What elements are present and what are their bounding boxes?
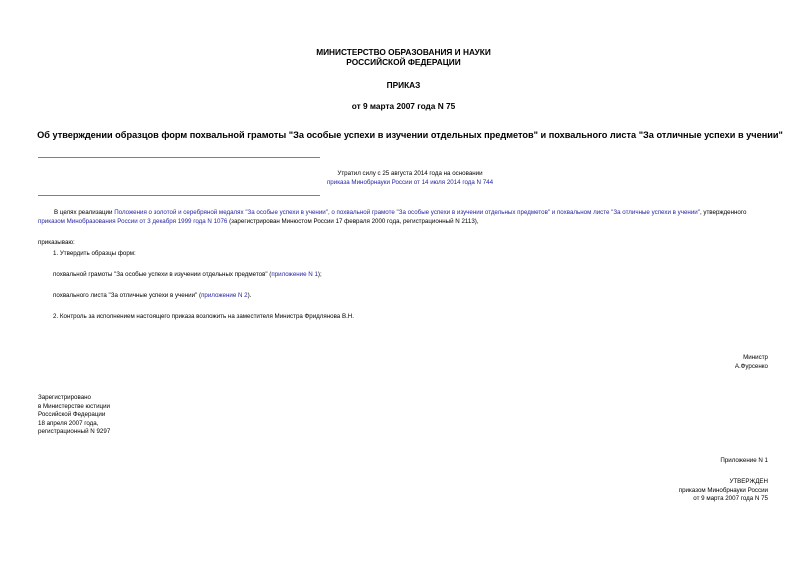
ministry-line-2: РОССИЙСКОЙ ФЕДЕРАЦИИ xyxy=(346,57,461,67)
medal-regulation-link[interactable]: Положения о золотой и серебряной медалях "За особые успехи в учении" xyxy=(114,209,328,216)
document-title: Об утверждении образцов форм похвальной грамоты "За особые успехи в изучении отдельных предметов" и похвального листа "За отличные успехи в учении" xyxy=(37,130,783,140)
signature-block xyxy=(600,354,768,371)
paragraph-item-2: 2. Контроль за исполнением настоящего приказа возложить на заместителя Министра Фридлянова В.Н. xyxy=(53,313,354,320)
signature-position: Министр xyxy=(743,354,768,361)
appendix-label: Приложение N 1 xyxy=(720,457,768,464)
registration-line-5: регистрационный N 9297 xyxy=(38,428,111,435)
approval-block xyxy=(560,478,768,504)
repeal-notice xyxy=(210,170,610,187)
repeal-notice-text: Утратил силу с 25 августа 2014 года на основании xyxy=(337,170,483,177)
gramota-text: похвальной грамоты "За особые успехи в изучении отдельных предметов" ( xyxy=(53,271,272,278)
document-type: ПРИКАЗ xyxy=(386,80,421,90)
paragraph-preamble xyxy=(38,209,773,226)
paragraph-gramota xyxy=(53,271,322,280)
appendix-2-link[interactable]: приложение N 2 xyxy=(201,292,248,299)
preamble-text-2[interactable]: , о похвальной грамоте "За особые успехи в изучении отдельных предметов" и похвальном листе "За отличные успехи в учении" xyxy=(327,209,700,216)
divider-bottom xyxy=(38,195,320,196)
paragraph-list xyxy=(53,292,251,301)
preamble-text-4: (зарегистрирован Минюстом России 17 февраля 2000 года, регистрационный N 2113), xyxy=(227,217,479,225)
registration-line-2: в Министерстве юстиции xyxy=(38,402,111,410)
ministry-line-1: МИНИСТЕРСТВО ОБРАЗОВАНИЯ И НАУКИ xyxy=(316,47,491,57)
document-date: от 9 марта 2007 года N 75 xyxy=(351,101,456,111)
divider-top xyxy=(38,157,320,158)
repeal-notice-link[interactable]: приказа Минобрнауки России от 14 июля 2014 года N 744 xyxy=(326,178,494,186)
paragraph-order: приказываю: xyxy=(38,239,75,246)
preamble-text-1: В целях реализации xyxy=(54,209,115,216)
appendix-1-link[interactable]: приложение N 1 xyxy=(271,271,318,278)
gramota-end: ); xyxy=(317,271,322,278)
approval-by: приказом Минобрнауки России xyxy=(678,486,768,494)
signature-name: А.Фурсенко xyxy=(734,362,768,370)
approval-date: от 9 марта 2007 года N 75 xyxy=(693,495,768,502)
preamble-text-3: , утвержденного xyxy=(699,209,747,216)
paragraph-item-1: 1. Утвердить образцы форм: xyxy=(53,250,136,257)
registration-line-1: Зарегистрировано xyxy=(38,394,91,401)
list-end: ). xyxy=(247,292,252,299)
list-text: похвального листа "За отличные успехи в учении" ( xyxy=(53,292,202,299)
registration-line-3: Российской Федерации xyxy=(38,411,106,418)
registration-line-4: 18 апреля 2007 года, xyxy=(38,419,99,427)
registration-block xyxy=(38,394,110,437)
minobr-order-link[interactable]: приказом Минобразования России от 3 декабря 1999 года N 1076 xyxy=(38,217,228,225)
approval-title: УТВЕРЖДЕН xyxy=(729,478,768,485)
